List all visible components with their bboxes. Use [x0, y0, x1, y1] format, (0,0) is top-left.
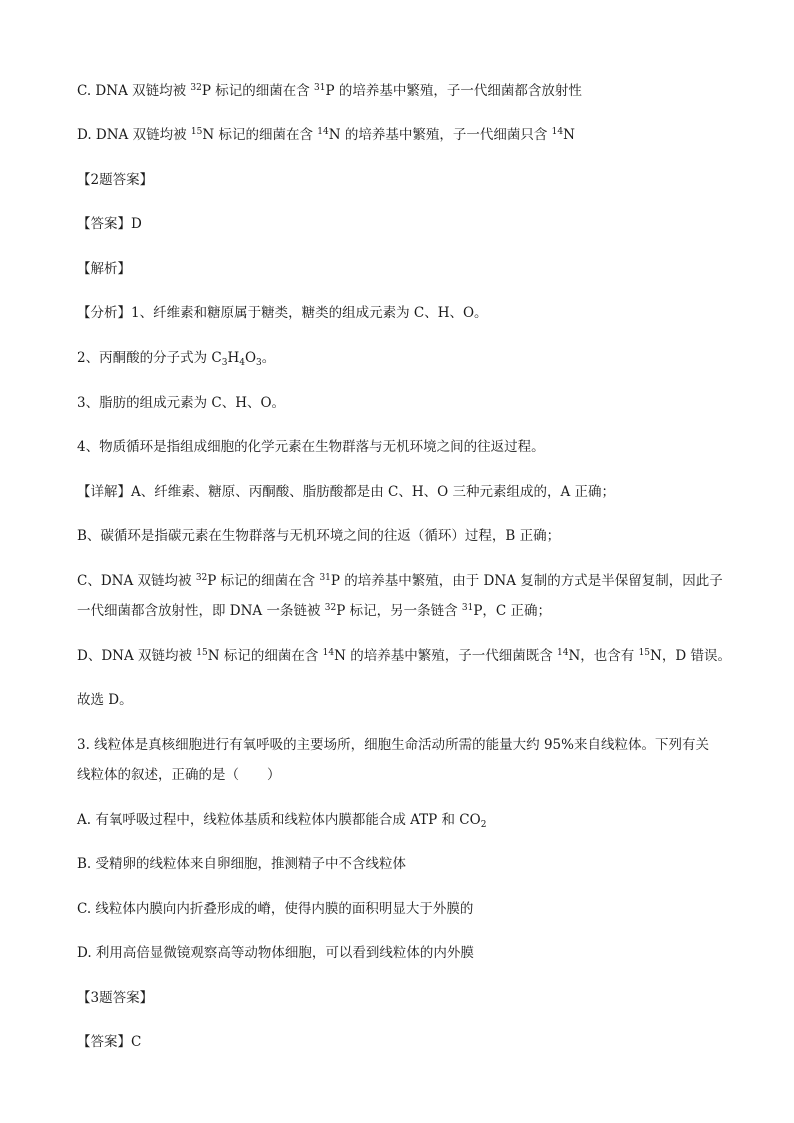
analysis-point-3: 3、脂肪的组成元素为 C、H、O。 [77, 395, 286, 411]
analysis-point-2: 2、丙酮酸的分子式为 $C_3H_4O_3$。 [77, 350, 276, 368]
detail-c-line-1: C、DNA 双链均被 $^{32}$P 标记的细菌在含 $^{31}$P 的培养基中繁殖，由于 DNA 复制的方式是半保留复制，因此子 [77, 573, 723, 589]
analysis-heading-q2: 【解析】 [77, 261, 131, 277]
detail-b: B、碳循环是指碳元素在生物群落与无机环境之间的往返（循环）过程，B 正确； [77, 528, 561, 544]
question-3-line-2: 线粒体的叙述，正确的是（ ） [77, 767, 281, 783]
detail-c-line-2: 一代细菌都含放射性，即 DNA 一条链被 $^{32}$P 标记，另一条链含 $^{31}$P，C 正确； [77, 603, 552, 619]
analysis-point-4: 4、物质循环是指组成细胞的化学元素在生物群落与无机环境之间的往返过程。 [77, 439, 545, 455]
option-d-q3: D. 利用高倍显微镜观察高等动物体细胞，可以看到线粒体的内外膜 [77, 945, 474, 961]
answer-heading-q3: 【3题答案】 [77, 990, 154, 1006]
conclusion-q2: 故选 D。 [77, 692, 133, 708]
option-c-q2: C. DNA 双链均被 $^{32}$P 标记的细菌在含 $^{31}$P 的培养基中繁殖，子一代细菌都含放射性 [77, 83, 582, 99]
answer-q3: 【答案】C [77, 1034, 142, 1050]
answer-q2: 【答案】D [77, 216, 142, 232]
answer-heading-q2: 【2题答案】 [77, 172, 154, 188]
detail-a: 【详解】A、纤维素、糖原、丙酮酸、脂肪酸都是由 C、H、O 三种元素组成的，A 正确； [77, 484, 616, 500]
option-c-q3: C. 线粒体内膜向内折叠形成的嵴，使得内膜的面积明显大于外膜的 [77, 901, 474, 917]
option-a-q3: A. 有氧呼吸过程中，线粒体基质和线粒体内膜都能合成 ATP 和 $CO_2$ [77, 812, 487, 830]
question-3-line-1: 3. 线粒体是真核细胞进行有氧呼吸的主要场所，细胞生命活动所需的能量大约 95%来自线粒体。下列有关 [77, 737, 709, 753]
option-d-q2: D. DNA 双链均被 $^{15}$N 标记的细菌在含 $^{14}$N 的培养基中繁殖，子一代细菌只含 $^{14}$N [77, 127, 575, 143]
option-b-q3: B. 受精卵的线粒体来自卵细胞，推测精子中不含线粒体 [77, 856, 407, 872]
detail-d: D、DNA 双链均被 $^{15}$N 标记的细菌在含 $^{14}$N 的培养基中繁殖，子一代细菌既含 $^{14}$N，也含有 $^{15}$N，D 错误。 [77, 648, 731, 664]
analysis-point-1: 【分析】1、纤维素和糖原属于糖类，糖类的组成元素为 C、H、O。 [77, 305, 488, 321]
